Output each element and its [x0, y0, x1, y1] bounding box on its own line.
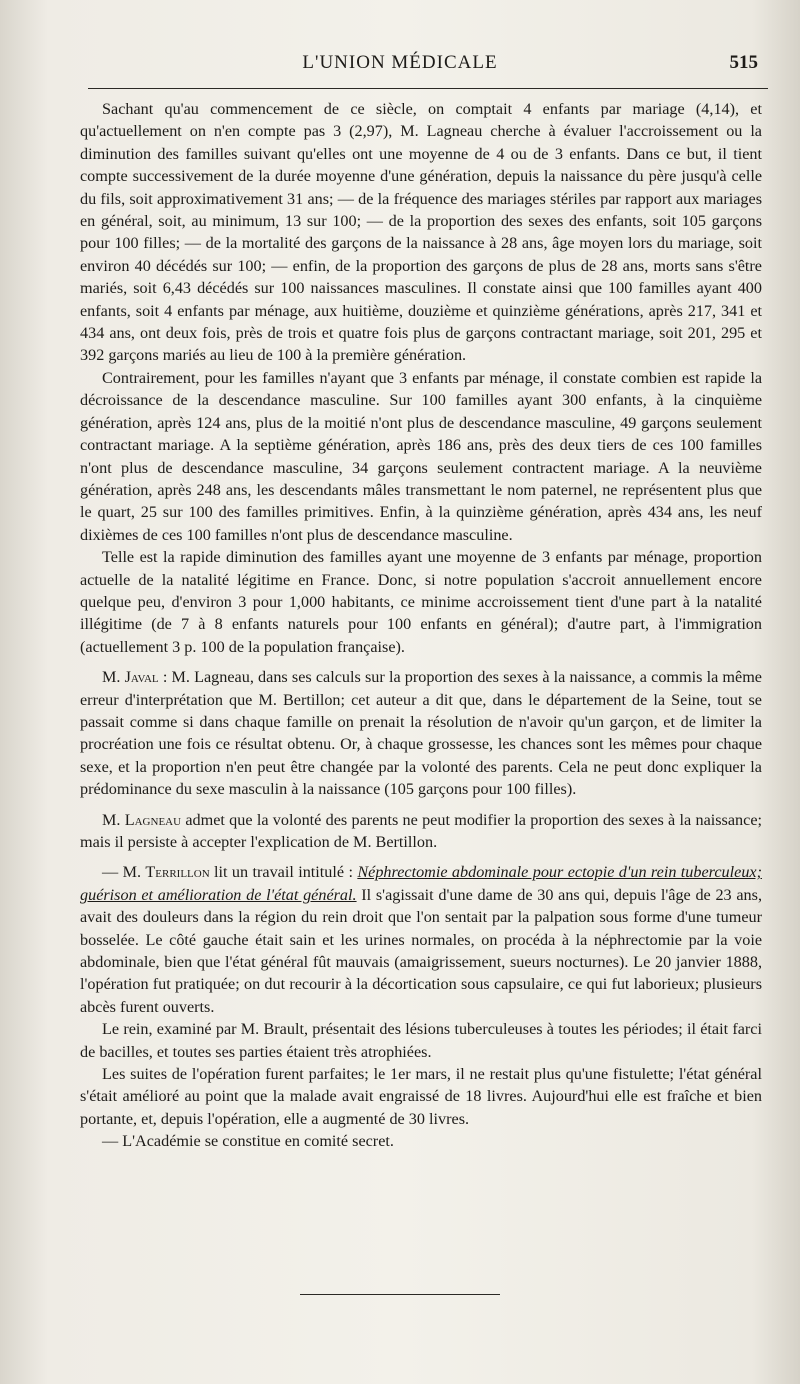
paragraph-terrillon: [80, 861, 762, 1018]
page-number: 515: [729, 52, 758, 73]
terrillon-text: Il s'agissait d'une dame de 30 ans qui, depuis l'âge de 23 ans, avait des douleurs dans la région du rein droit que l'on sentait par la palpation sous forme d'une tumeur bosselée. Le côté gauche était sain et les urines normales, on procéda à la néphrectomie par la voie abdominale, bien que l'état général fût mauvais (amaigrissement, sueurs nocturnes). Le 20 janvier 1888, l'opération fut pratiquée; on dut recourir à la décortication sous capsulaire, ce qui fut laborieux; plusieurs abcès furent ouverts.: [80, 885, 762, 1016]
running-header: [0, 52, 800, 84]
javal-text: : M. Lagneau, dans ses calculs sur la proportion des sexes à la naissance, a commis la même erreur d'interprétation que M. Bertillon; cet auteur a dit que, dans le département de la Seine, tout se passait comme si dans chaque famille on prenait la résolution de n'avoir qu'un garçon, et de limiter la procréation une fois ce résultat obtenu. Or, à chaque grossesse, les chances sont les mêmes pour chaque sexe, et la proportion n'en peut être changée par la volonté des parents. Cela ne peut donc expliquer la prédominance du sexe masculin à la naissance (105 garçons pour 100 filles).: [80, 668, 762, 799]
paragraph-natality: Telle est la rapide diminution des familles ayant une moyenne de 3 enfants par ménage, proportion actuelle de la natalité légitime en France. Donc, si notre population s'accroit annuellement encore quelque peu, d'environ 3 pour 1,000 habitants, ce minime accroissement tient d'une part à la natalité illégitime (de 7 à 8 enfants naturels pour 100 enfants en général); d'autre part, à l'immigration (actuellement 3 p. 100 de la population française).: [80, 548, 762, 656]
paragraph-secret-committee: — L'Académie se constitue en comité secret.: [102, 1132, 394, 1151]
speaker-lagneau: M. Lagneau: [102, 810, 182, 829]
paper-title: Néphrectomie abdominale pour ectopie d'un rein tuberculeux; guérison et amélioration de l'état général.: [80, 863, 762, 904]
paragraph-lagneau-reply: [80, 809, 762, 854]
paragraph-lagneau-families: Sachant qu'au commencement de ce siècle, on comptait 4 enfants par mariage (4,14), et qu'actuellement on n'en compte pas 3 (2,97), M. Lagneau cherche à évaluer l'accroissement ou la diminution des familles suivant qu'elles ont une moyenne de 4 ou de 3 enfants. Dans ce but, il tient compte successivement de la durée moyenne d'une génération, depuis la naissance du père jusqu'à celle du fils, soit approximativement 31 ans; — de la fréquence des mariages stériles par rapport aux mariages en général, soit, au minimum, 13 sur 100; — de la proportion des sexes des enfants, soit 105 garçons pour 100 filles; — de la mortalité des garçons de la naissance à 28 ans, âge moyen lors du mariage, soit environ 40 décédés sur 100; — enfin, de la proportion des garçons de plus de 28 ans, morts sans s'être mariés, soit 6,43 décédés sur 100 naissances masculines. Il constate ainsi que 100 familles ayant 400 enfants, soit 4 enfants par ménage, aux huitième, douzième et quinzième générations, après 217, 341 et 434 ans, ont deux fois, près de trois et quatre fois plus de garçons contractant mariage, soit 201, 295 et 392 garçons mariés au lieu de 100 à la première génération.: [80, 100, 762, 365]
paragraph-decline: Contrairement, pour les familles n'ayant que 3 enfants par ménage, il constate combien est rapide la décroissance de la descendance masculine. Sur 100 familles ayant 300 enfants, à la cinquième génération, après 124 ans, plus de la moitié n'ont plus de descendance masculine, 49 garçons seulement contractant mariage. A la septième génération, après 186 ans, près des deux tiers de ces 100 familles n'ont plus de descendance masculine, 34 garçons seulement contractent mariage. A la neuvième génération, après 248 ans, les descendants mâles transmettant le nom paternel, ne représentent plus que le quart, 25 sur 100 des familles primitives. Enfin, à la quinzième génération, après 434 ans, les neuf dixièmes de ces 100 familles n'ont plus de descendance masculine.: [80, 368, 762, 544]
header-rule: [88, 88, 768, 89]
article-body: [80, 98, 762, 1153]
lagneau-text: admet que la volonté des parents ne peut modifier la proportion des sexes à la naissance; mais il persiste à accepter l'explication de M. Bertillon.: [80, 810, 762, 851]
paragraph-outcome: Les suites de l'opération furent parfaites; le 1er mars, il ne restait plus qu'une fistulette; l'état général s'était amélioré au point que la malade avait engraissé de 18 livres. Aujourd'hui elle est fraîche et bien portante, et, depuis l'opération, elle a augmenté de 30 livres.: [80, 1065, 762, 1128]
speaker-terrillon: Terrillon: [145, 863, 210, 882]
paragraph-javal: [80, 666, 762, 800]
speaker-javal: M. Javal: [102, 668, 159, 687]
terrillon-prefix: — M.: [102, 863, 146, 882]
paragraph-brault: Le rein, examiné par M. Brault, présentait des lésions tuberculeuses à toutes les périodes; il était farci de bacilles, et toutes ses parties étaient très atrophiées.: [80, 1020, 762, 1061]
footer-rule: [300, 1294, 500, 1295]
journal-title: L'UNION MÉDICALE: [302, 52, 498, 73]
terrillon-lead: lit un travail intitulé :: [209, 863, 358, 882]
